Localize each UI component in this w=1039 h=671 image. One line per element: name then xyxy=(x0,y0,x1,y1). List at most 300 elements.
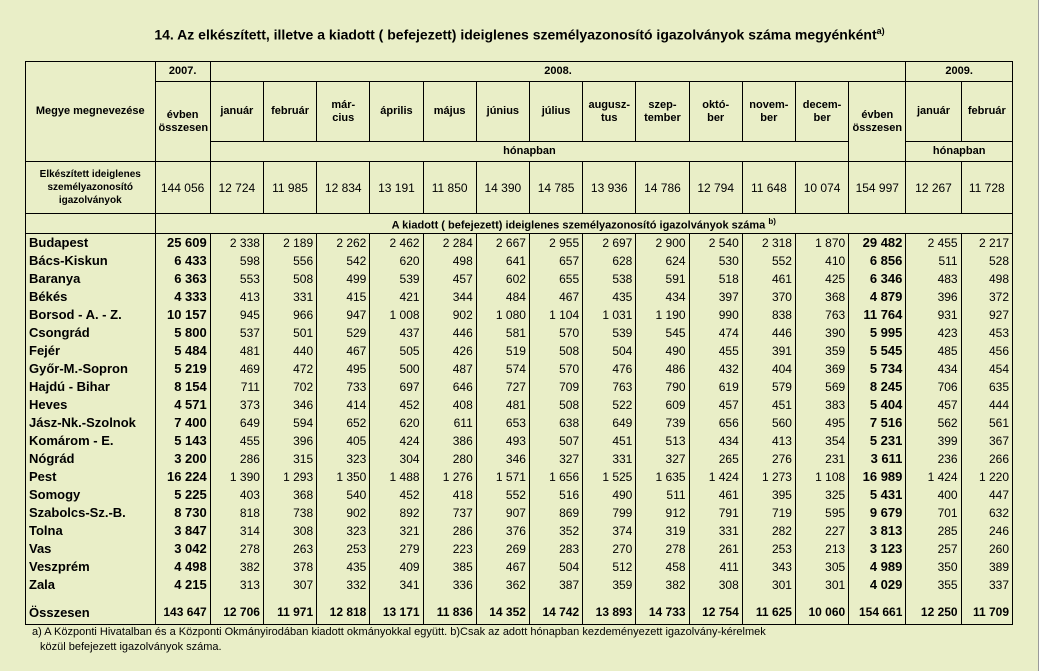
table-cell: 490 xyxy=(583,486,636,504)
table-cell: 653 xyxy=(476,414,529,432)
table-row xyxy=(26,270,1013,288)
table-cell: 213 xyxy=(795,540,848,558)
table-cell: 467 xyxy=(317,342,370,360)
table-cell: 1 220 xyxy=(961,468,1012,486)
made-value-cell: 11 648 xyxy=(742,162,795,214)
table-cell: 2 697 xyxy=(583,234,636,253)
table-row xyxy=(26,468,1013,486)
table-cell: 552 xyxy=(742,252,795,270)
table-cell: 260 xyxy=(961,540,1012,558)
county-name: Komárom - E. xyxy=(26,432,156,450)
table-cell: 539 xyxy=(370,270,423,288)
table-cell: 476 xyxy=(583,360,636,378)
table-cell: 485 xyxy=(906,342,961,360)
table-cell: 367 xyxy=(961,432,1012,450)
table-cell: 409 xyxy=(370,558,423,576)
table-cell: 308 xyxy=(689,576,742,594)
table-cell: 8 245 xyxy=(849,378,906,396)
table-row xyxy=(26,450,1013,468)
table-cell: 641 xyxy=(476,252,529,270)
table-cell: 359 xyxy=(583,576,636,594)
table-cell: 790 xyxy=(636,378,689,396)
table-cell: 452 xyxy=(370,396,423,414)
table-row xyxy=(26,342,1013,360)
table-cell: 6 856 xyxy=(849,252,906,270)
table-header xyxy=(26,62,1013,162)
table-cell: 266 xyxy=(961,450,1012,468)
table-cell: 529 xyxy=(317,324,370,342)
table-cell: 522 xyxy=(583,396,636,414)
table-cell: 1 350 xyxy=(317,468,370,486)
table-cell: 304 xyxy=(370,450,423,468)
total-cell: 154 661 xyxy=(849,600,906,625)
table-cell: 540 xyxy=(317,486,370,504)
table-cell: 457 xyxy=(906,396,961,414)
table-cell: 508 xyxy=(529,342,582,360)
table-cell: 609 xyxy=(636,396,689,414)
county-name: Vas xyxy=(26,540,156,558)
table-cell: 501 xyxy=(263,324,316,342)
table-cell: 5 545 xyxy=(849,342,906,360)
table-cell: 8 154 xyxy=(155,378,210,396)
table-cell: 1 656 xyxy=(529,468,582,486)
table-cell: 331 xyxy=(583,450,636,468)
table-cell: 457 xyxy=(689,396,742,414)
table-cell: 282 xyxy=(742,522,795,540)
table-cell: 2 455 xyxy=(906,234,961,253)
table-cell: 931 xyxy=(906,306,961,324)
table-row xyxy=(26,522,1013,540)
table-cell: 3 123 xyxy=(849,540,906,558)
table-cell: 4 989 xyxy=(849,558,906,576)
table-cell: 739 xyxy=(636,414,689,432)
table-cell: 418 xyxy=(423,486,476,504)
total-cell: 14 733 xyxy=(636,600,689,625)
title-footnote-marker: a) xyxy=(876,26,885,36)
total-row xyxy=(26,600,1013,625)
made-value-cell: 12 794 xyxy=(689,162,742,214)
table-cell: 542 xyxy=(317,252,370,270)
table-cell: 518 xyxy=(689,270,742,288)
table-cell: 507 xyxy=(529,432,582,450)
table-cell: 261 xyxy=(689,540,742,558)
table-cell: 385 xyxy=(423,558,476,576)
table-cell: 5 225 xyxy=(155,486,210,504)
table-cell: 432 xyxy=(689,360,742,378)
table-cell: 280 xyxy=(423,450,476,468)
table-cell: 966 xyxy=(263,306,316,324)
table-cell: 581 xyxy=(476,324,529,342)
table-cell: 4 333 xyxy=(155,288,210,306)
table-cell: 231 xyxy=(795,450,848,468)
county-rows xyxy=(26,234,1013,625)
made-value-cell: 11 728 xyxy=(961,162,1012,214)
table-cell: 513 xyxy=(636,432,689,450)
table-cell: 8 730 xyxy=(155,504,210,522)
table-cell: 400 xyxy=(906,486,961,504)
table-cell: 1 273 xyxy=(742,468,795,486)
table-cell: 372 xyxy=(961,288,1012,306)
county-name: Győr-M.-Sopron xyxy=(26,360,156,378)
total-cell: 11 625 xyxy=(742,600,795,625)
table-cell: 702 xyxy=(263,378,316,396)
table-cell: 6 433 xyxy=(155,252,210,270)
table-cell: 3 847 xyxy=(155,522,210,540)
table-cell: 5 800 xyxy=(155,324,210,342)
table-cell: 1 108 xyxy=(795,468,848,486)
table-cell: 307 xyxy=(263,576,316,594)
table-cell: 453 xyxy=(961,324,1012,342)
table-row xyxy=(26,432,1013,450)
table-cell: 323 xyxy=(317,450,370,468)
year-2009-header: 2009. xyxy=(906,62,1013,82)
table-cell: 454 xyxy=(961,360,1012,378)
table-cell: 552 xyxy=(476,486,529,504)
table-cell: 369 xyxy=(795,360,848,378)
table-cell: 638 xyxy=(529,414,582,432)
table-cell: 1 276 xyxy=(423,468,476,486)
table-cell: 737 xyxy=(423,504,476,522)
table-cell: 270 xyxy=(583,540,636,558)
table-cell: 6 363 xyxy=(155,270,210,288)
table-cell: 1 488 xyxy=(370,468,423,486)
table-cell: 602 xyxy=(476,270,529,288)
county-name: Békés xyxy=(26,288,156,306)
honapban-2009-label: hónapban xyxy=(906,142,1013,162)
table-cell: 456 xyxy=(961,342,1012,360)
month-header-row xyxy=(26,82,1013,142)
table-cell: 487 xyxy=(423,360,476,378)
made-value-cell: 14 785 xyxy=(529,162,582,214)
table-cell: 434 xyxy=(689,432,742,450)
table-cell: 570 xyxy=(529,324,582,342)
table-cell: 709 xyxy=(529,378,582,396)
table-cell: 656 xyxy=(689,414,742,432)
table-cell: 495 xyxy=(795,414,848,432)
table-cell: 413 xyxy=(742,432,795,450)
table-cell: 286 xyxy=(423,522,476,540)
table-cell: 5 219 xyxy=(155,360,210,378)
table-cell: 319 xyxy=(636,522,689,540)
table-cell: 511 xyxy=(906,252,961,270)
table-row xyxy=(26,234,1013,253)
table-cell: 269 xyxy=(476,540,529,558)
table-cell: 499 xyxy=(317,270,370,288)
table-cell: 902 xyxy=(423,306,476,324)
table-cell: 336 xyxy=(423,576,476,594)
table-cell: 455 xyxy=(689,342,742,360)
county-name: Fejér xyxy=(26,342,156,360)
total-cell: 11 971 xyxy=(263,600,316,625)
table-cell: 421 xyxy=(370,288,423,306)
table-cell: 719 xyxy=(742,504,795,522)
table-cell: 350 xyxy=(906,558,961,576)
table-cell: 435 xyxy=(317,558,370,576)
table-cell: 11 764 xyxy=(849,306,906,324)
month-header-2008: február xyxy=(263,82,316,142)
table-cell: 947 xyxy=(317,306,370,324)
table-cell: 437 xyxy=(370,324,423,342)
made-row-label: Elkészített ideiglenes személyazonosító igazolványok xyxy=(26,162,156,214)
table-cell: 446 xyxy=(742,324,795,342)
table-cell: 469 xyxy=(210,360,263,378)
table-cell: 286 xyxy=(210,450,263,468)
table-cell: 451 xyxy=(742,396,795,414)
table-cell: 649 xyxy=(210,414,263,432)
total-cell: 11 836 xyxy=(423,600,476,625)
table-cell: 619 xyxy=(689,378,742,396)
table-cell: 3 813 xyxy=(849,522,906,540)
table-cell: 387 xyxy=(529,576,582,594)
table-cell: 424 xyxy=(370,432,423,450)
table-cell: 408 xyxy=(423,396,476,414)
month-header-2008: októ- ber xyxy=(689,82,742,142)
table-cell: 16 989 xyxy=(849,468,906,486)
footnotes xyxy=(32,625,1032,655)
table-cell: 278 xyxy=(636,540,689,558)
table-cell: 504 xyxy=(583,342,636,360)
table-cell: 3 611 xyxy=(849,450,906,468)
table-cell: 553 xyxy=(210,270,263,288)
month-header-2008: június xyxy=(476,82,529,142)
table-cell: 378 xyxy=(263,558,316,576)
table-cell: 305 xyxy=(795,558,848,576)
table-cell: 561 xyxy=(961,414,1012,432)
table-cell: 5 734 xyxy=(849,360,906,378)
table-cell: 733 xyxy=(317,378,370,396)
table-cell: 560 xyxy=(742,414,795,432)
table-cell: 7 400 xyxy=(155,414,210,432)
made-value-cell: 12 834 xyxy=(317,162,370,214)
table-cell: 528 xyxy=(961,252,1012,270)
table-cell: 632 xyxy=(961,504,1012,522)
table-cell: 444 xyxy=(961,396,1012,414)
table-cell: 395 xyxy=(742,486,795,504)
table-cell: 265 xyxy=(689,450,742,468)
table-cell: 467 xyxy=(476,558,529,576)
issued-footnote-marker: b) xyxy=(768,216,776,226)
table-cell: 2 667 xyxy=(476,234,529,253)
table-cell: 511 xyxy=(636,486,689,504)
table-cell: 1 104 xyxy=(529,306,582,324)
year-total-2007-header: évben összesen xyxy=(155,82,210,162)
table-cell: 701 xyxy=(906,504,961,522)
table-row xyxy=(26,252,1013,270)
table-cell: 457 xyxy=(423,270,476,288)
total-label: Összesen xyxy=(26,600,156,625)
table-cell: 314 xyxy=(210,522,263,540)
table-cell: 570 xyxy=(529,360,582,378)
made-value-cell: 13 191 xyxy=(370,162,423,214)
made-value-cell: 154 997 xyxy=(849,162,906,214)
table-cell: 763 xyxy=(795,306,848,324)
honapban-2008-label: hónapban xyxy=(210,142,848,162)
table-cell: 2 955 xyxy=(529,234,582,253)
table-cell: 323 xyxy=(317,522,370,540)
table-cell: 7 516 xyxy=(849,414,906,432)
table-cell: 279 xyxy=(370,540,423,558)
table-cell: 246 xyxy=(961,522,1012,540)
total-cell: 12 250 xyxy=(906,600,961,625)
table-row xyxy=(26,576,1013,594)
table-cell: 301 xyxy=(742,576,795,594)
table-cell: 440 xyxy=(263,342,316,360)
table-cell: 423 xyxy=(906,324,961,342)
table-cell: 276 xyxy=(742,450,795,468)
county-name: Heves xyxy=(26,396,156,414)
table-cell: 594 xyxy=(263,414,316,432)
table-cell: 545 xyxy=(636,324,689,342)
county-name: Baranya xyxy=(26,270,156,288)
table-cell: 414 xyxy=(317,396,370,414)
table-cell: 505 xyxy=(370,342,423,360)
table-cell: 519 xyxy=(476,342,529,360)
table-cell: 2 189 xyxy=(263,234,316,253)
table-cell: 458 xyxy=(636,558,689,576)
table-cell: 516 xyxy=(529,486,582,504)
table-cell: 389 xyxy=(961,558,1012,576)
table-cell: 2 284 xyxy=(423,234,476,253)
table-cell: 278 xyxy=(210,540,263,558)
table-row xyxy=(26,288,1013,306)
table-cell: 10 157 xyxy=(155,306,210,324)
made-value-cell: 11 850 xyxy=(423,162,476,214)
table-cell: 907 xyxy=(476,504,529,522)
table-cell: 434 xyxy=(906,360,961,378)
table-cell: 838 xyxy=(742,306,795,324)
table-cell: 308 xyxy=(263,522,316,540)
county-name: Pest xyxy=(26,468,156,486)
table-cell: 646 xyxy=(423,378,476,396)
county-name: Zala xyxy=(26,576,156,594)
total-cell: 14 742 xyxy=(529,600,582,625)
table-cell: 493 xyxy=(476,432,529,450)
table-cell: 461 xyxy=(742,270,795,288)
table-cell: 301 xyxy=(795,576,848,594)
table-cell: 4 029 xyxy=(849,576,906,594)
table-row xyxy=(26,324,1013,342)
month-header-2008: április xyxy=(370,82,423,142)
table-cell: 5 431 xyxy=(849,486,906,504)
table-cell: 5 995 xyxy=(849,324,906,342)
table-cell: 500 xyxy=(370,360,423,378)
issued-header: A kiadott ( befejezett) ideiglenes személyazonosító igazolványok száma $^{b)}$ xyxy=(155,214,1012,234)
table-cell: 390 xyxy=(795,324,848,342)
county-name: Szabolcs-Sz.-B. xyxy=(26,504,156,522)
table-row xyxy=(26,414,1013,432)
table-cell: 598 xyxy=(210,252,263,270)
table-cell: 2 318 xyxy=(742,234,795,253)
table-cell: 652 xyxy=(317,414,370,432)
month-header-2008: novem- ber xyxy=(742,82,795,142)
county-name: Borsod - A. - Z. xyxy=(26,306,156,324)
table-cell: 763 xyxy=(583,378,636,396)
table-cell: 818 xyxy=(210,504,263,522)
made-value-cell: 14 786 xyxy=(636,162,689,214)
table-cell: 2 540 xyxy=(689,234,742,253)
table-row xyxy=(26,504,1013,522)
table-cell: 223 xyxy=(423,540,476,558)
table-cell: 490 xyxy=(636,342,689,360)
table-row xyxy=(26,396,1013,414)
table-cell: 504 xyxy=(529,558,582,576)
county-name: Somogy xyxy=(26,486,156,504)
table-cell: 595 xyxy=(795,504,848,522)
total-cell: 10 060 xyxy=(795,600,848,625)
table-cell: 9 679 xyxy=(849,504,906,522)
table-cell: 649 xyxy=(583,414,636,432)
table-cell: 620 xyxy=(370,252,423,270)
table-row xyxy=(26,306,1013,324)
year-total-2008-header: évben összesen xyxy=(849,82,906,162)
table-cell: 321 xyxy=(370,522,423,540)
table-cell: 344 xyxy=(423,288,476,306)
table-cell: 331 xyxy=(689,522,742,540)
table-cell: 396 xyxy=(263,432,316,450)
table-cell: 1 424 xyxy=(689,468,742,486)
table-cell: 1 031 xyxy=(583,306,636,324)
total-cell: 12 818 xyxy=(317,600,370,625)
county-name: Nógrád xyxy=(26,450,156,468)
year-2008-header: 2008. xyxy=(210,62,906,82)
table-cell: 461 xyxy=(689,486,742,504)
table-cell: 2 262 xyxy=(317,234,370,253)
table-cell: 373 xyxy=(210,396,263,414)
footnote-line-2: közül befejezett igazolványok száma. xyxy=(40,641,222,653)
table-cell: 467 xyxy=(529,288,582,306)
table-cell: 227 xyxy=(795,522,848,540)
table-cell: 426 xyxy=(423,342,476,360)
table-cell: 3 200 xyxy=(155,450,210,468)
table-cell: 1 008 xyxy=(370,306,423,324)
month-header-2008: július xyxy=(529,82,582,142)
table-cell: 285 xyxy=(906,522,961,540)
table-cell: 1 390 xyxy=(210,468,263,486)
table-cell: 481 xyxy=(476,396,529,414)
table-cell: 539 xyxy=(583,324,636,342)
total-cell: 13 171 xyxy=(370,600,423,625)
table-cell: 1 571 xyxy=(476,468,529,486)
table-cell: 869 xyxy=(529,504,582,522)
table-cell: 635 xyxy=(961,378,1012,396)
table-cell: 29 482 xyxy=(849,234,906,253)
table-cell: 313 xyxy=(210,576,263,594)
table-cell: 538 xyxy=(583,270,636,288)
table-cell: 927 xyxy=(961,306,1012,324)
table-cell: 486 xyxy=(636,360,689,378)
table-row xyxy=(26,558,1013,576)
table-cell: 472 xyxy=(263,360,316,378)
table-cell: 791 xyxy=(689,504,742,522)
table-cell: 628 xyxy=(583,252,636,270)
table-cell: 386 xyxy=(423,432,476,450)
month-header-2008: május xyxy=(423,82,476,142)
table-cell: 738 xyxy=(263,504,316,522)
county-header: Megye megnevezése xyxy=(26,62,156,162)
table-cell: 5 231 xyxy=(849,432,906,450)
table-cell: 435 xyxy=(583,288,636,306)
table-cell: 396 xyxy=(906,288,961,306)
table-cell: 405 xyxy=(317,432,370,450)
table-cell: 376 xyxy=(476,522,529,540)
table-cell: 1 424 xyxy=(906,468,961,486)
table-cell: 263 xyxy=(263,540,316,558)
table-cell: 727 xyxy=(476,378,529,396)
table-cell: 397 xyxy=(689,288,742,306)
table-cell: 1 190 xyxy=(636,306,689,324)
footnote-line-1: a) A Központi Hivatalban és a Központi Okmányirodában kiadott okmányokkal együtt. b)Csak az adott hónapban kezdeményezett igazolvány-kérelmek xyxy=(32,626,766,638)
table-cell: 498 xyxy=(423,252,476,270)
